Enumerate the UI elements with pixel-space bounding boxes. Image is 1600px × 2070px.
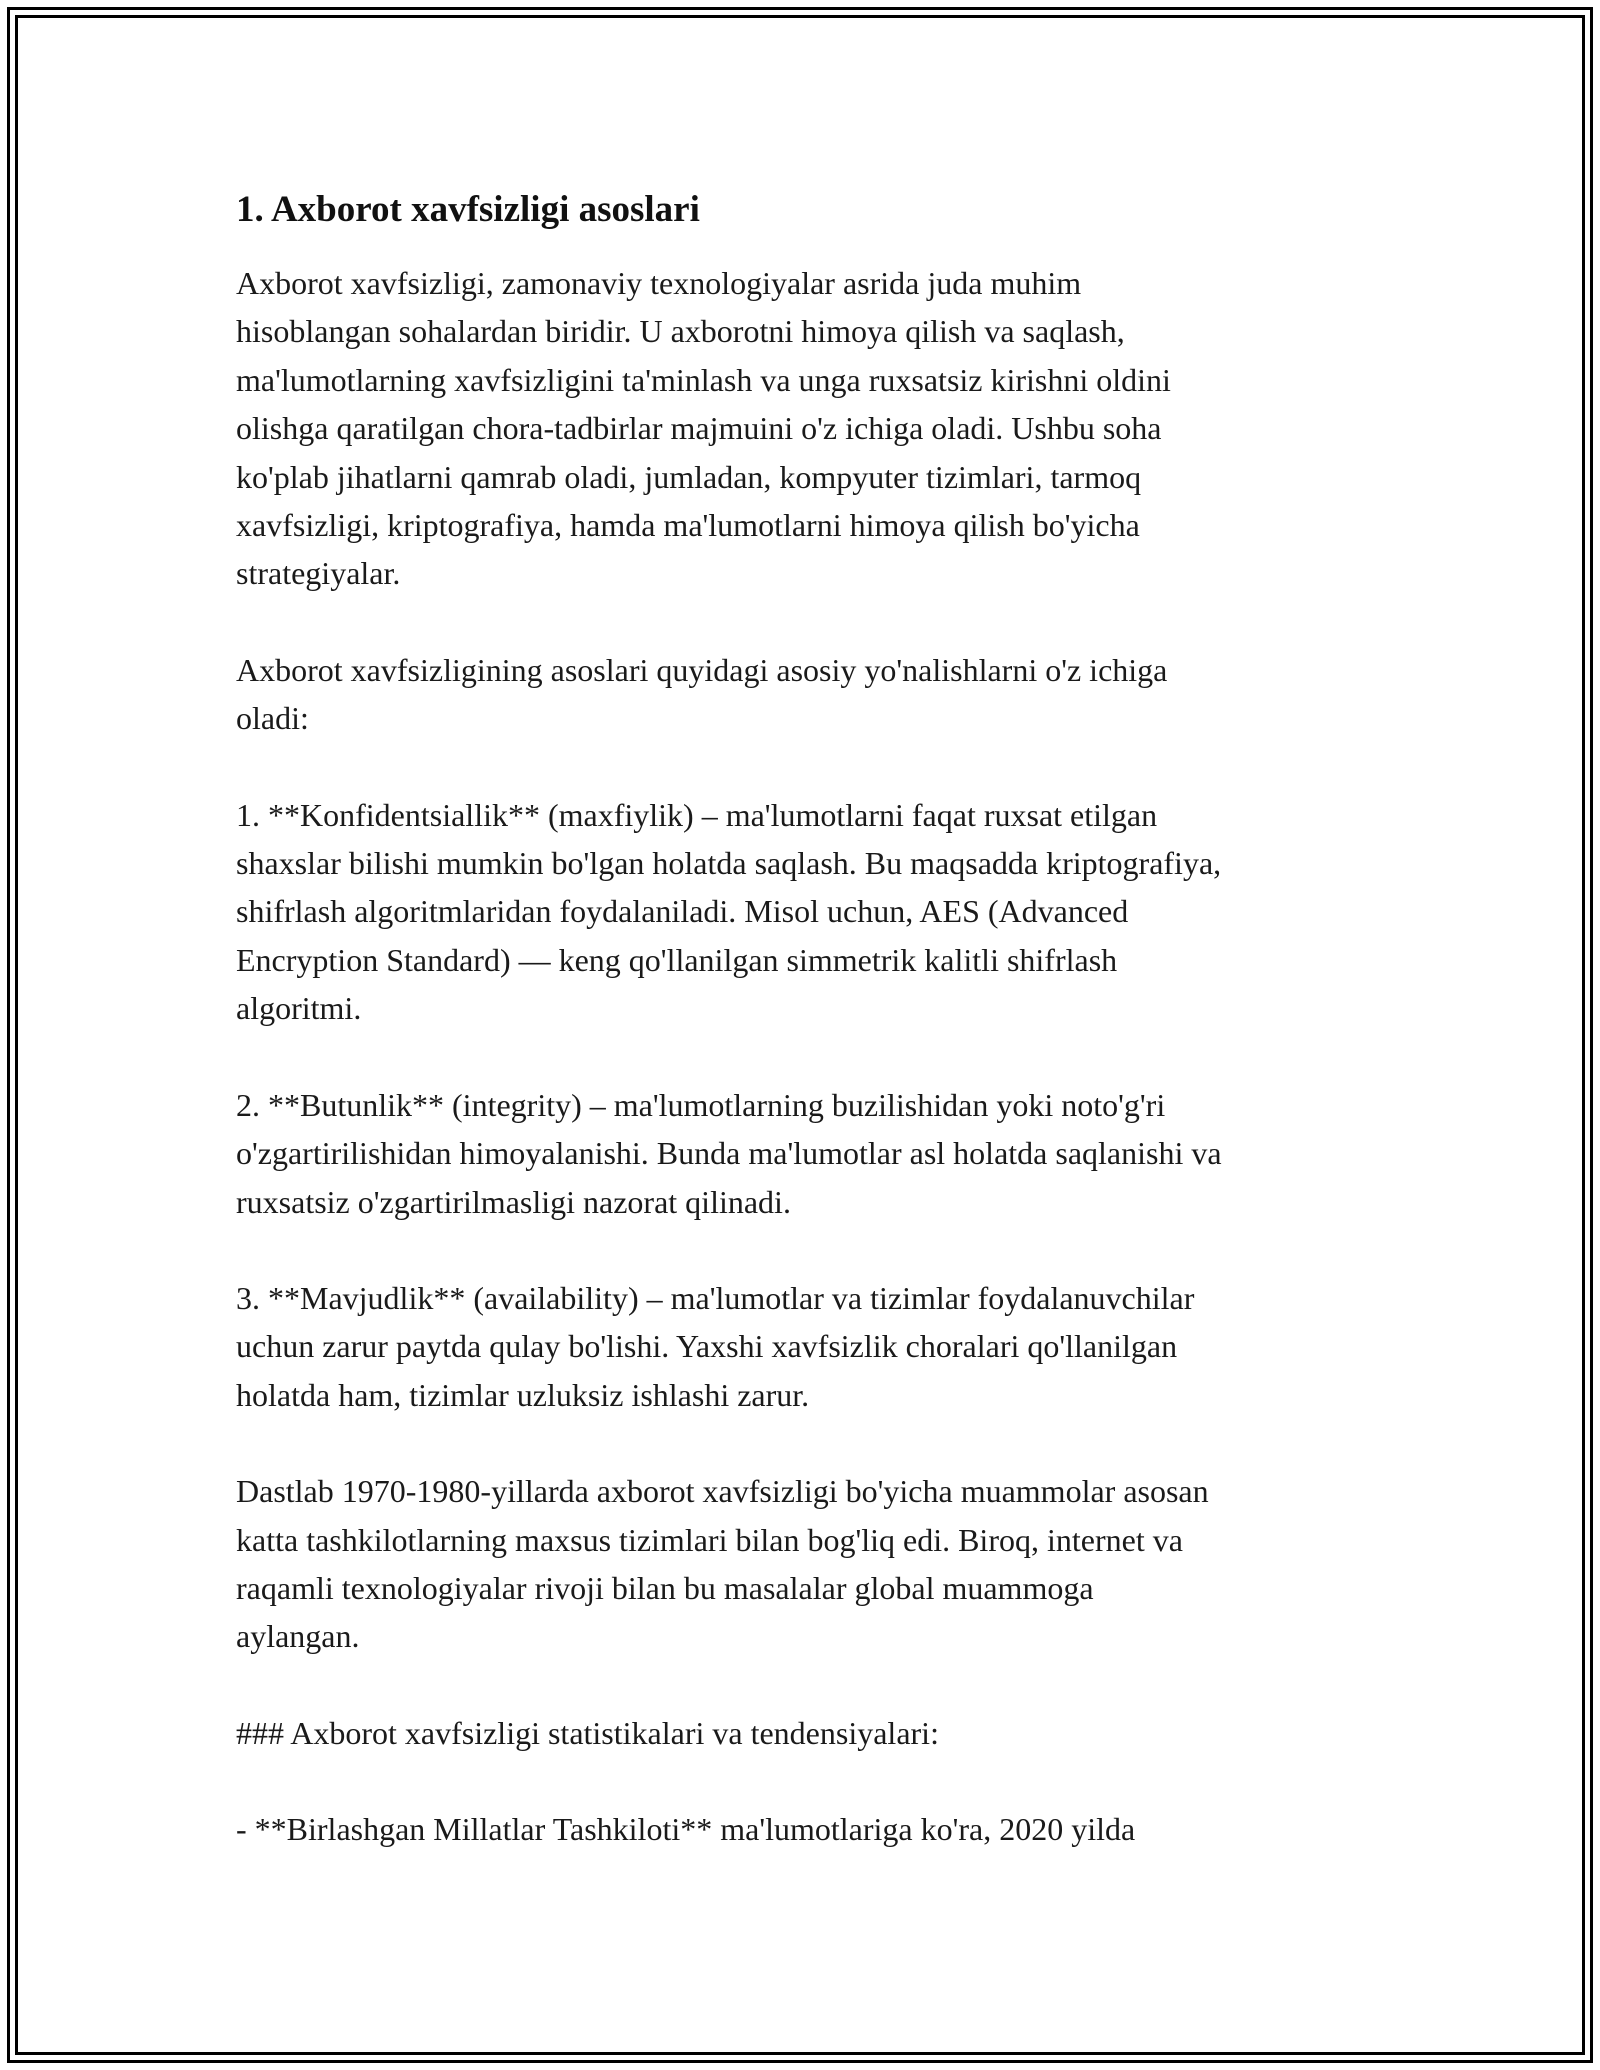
text-line: Dastlab 1970-1980-yillarda axborot xavfsizligi bo'yicha muammolar asosan [236,1473,1209,1510]
list-item-availability [236,1274,1386,1419]
text-line: xavfsizligi, kriptografiya, hamda ma'lumotlarni himoya qilish bo'yicha [236,507,1140,544]
text-line: aylangan. [236,1618,360,1655]
text-line: o'zgartirilishidan himoyalanishi. Bunda ma'lumotlar asl holatda saqlanishi va [236,1135,1222,1172]
intro-paragraph [236,259,1386,598]
text-line: Axborot xavfsizligi, zamonaviy texnologiyalar asrida juda muhim [236,265,1082,301]
list-item-confidentiality [236,791,1386,1033]
text-line: hisoblangan sohalardan biridir. U axborotni himoya qilish va saqlash, [236,313,1125,350]
document-body [236,186,1386,1902]
text-line: katta tashkilotlarning maxsus tizimlari bilan bog'liq edi. Biroq, internet va [236,1521,1183,1558]
statistics-bullet [236,1805,1386,1853]
text-line: shifrlash algoritmlaridan foydalaniladi. Misol uchun, AES (Advanced [236,893,1129,930]
statistics-subheading [236,1709,1386,1757]
fundamentals-paragraph [236,646,1386,743]
text-line: Encryption Standard) — keng qo'llanilgan simmetrik kalitli shifrlash [236,941,1118,978]
text-line: raqamli texnologiyalar rivoji bilan bu masalalar global muammoga [236,1569,1094,1606]
text-line: olishga qaratilgan chora-tadbirlar majmuini o'z ichiga oladi. Ushbu soha [236,410,1162,447]
text-line: 2. **Butunlik** (integrity) – ma'lumotlarning buzilishidan yoki noto'g'ri [236,1086,1166,1123]
section-heading: 1. Axborot xavfsizligi asoslari [236,189,700,230]
text-line: ### Axborot xavfsizligi statistikalari va tendensiyalari: [236,1714,939,1751]
text-line: holatda ham, tizimlar uzluksiz ishlashi zarur. [236,1376,810,1413]
text-line: - **Birlashgan Millatlar Tashkiloti** ma'lumotlariga ko'ra, 2020 yilda [236,1811,1136,1848]
text-line: oladi: [236,700,309,737]
text-line: strategiyalar. [236,555,401,592]
text-line: Axborot xavfsizligining asoslari quyidagi asosiy yo'nalishlarni o'z ichiga [236,651,1168,688]
text-line: uchun zarur paytda qulay bo'lishi. Yaxshi xavfsizlik choralari qo'llanilgan [236,1328,1178,1365]
list-item-integrity [236,1081,1386,1226]
text-line: ma'lumotlarning xavfsizligini ta'minlash va unga ruxsatsiz kirishni oldini [236,361,1171,398]
history-paragraph [236,1467,1386,1661]
text-line: shaxslar bilishi mumkin bo'lgan holatda saqlash. Bu maqsadda kriptografiya, [236,845,1222,882]
text-line: 1. **Konfidentsiallik** (maxfiylik) – ma'lumotlarni faqat ruxsat etilgan [236,796,1158,833]
text-line: 3. **Mavjudlik** (availability) – ma'lumotlar va tizimlar foydalanuvchilar [236,1279,1195,1316]
text-line: ruxsatsiz o'zgartirilmasligi nazorat qilinadi. [236,1183,791,1220]
text-line: algoritmi. [236,990,362,1027]
text-line: ko'plab jihatlarni qamrab oladi, jumladan, kompyuter tizimlari, tarmoq [236,458,1142,495]
